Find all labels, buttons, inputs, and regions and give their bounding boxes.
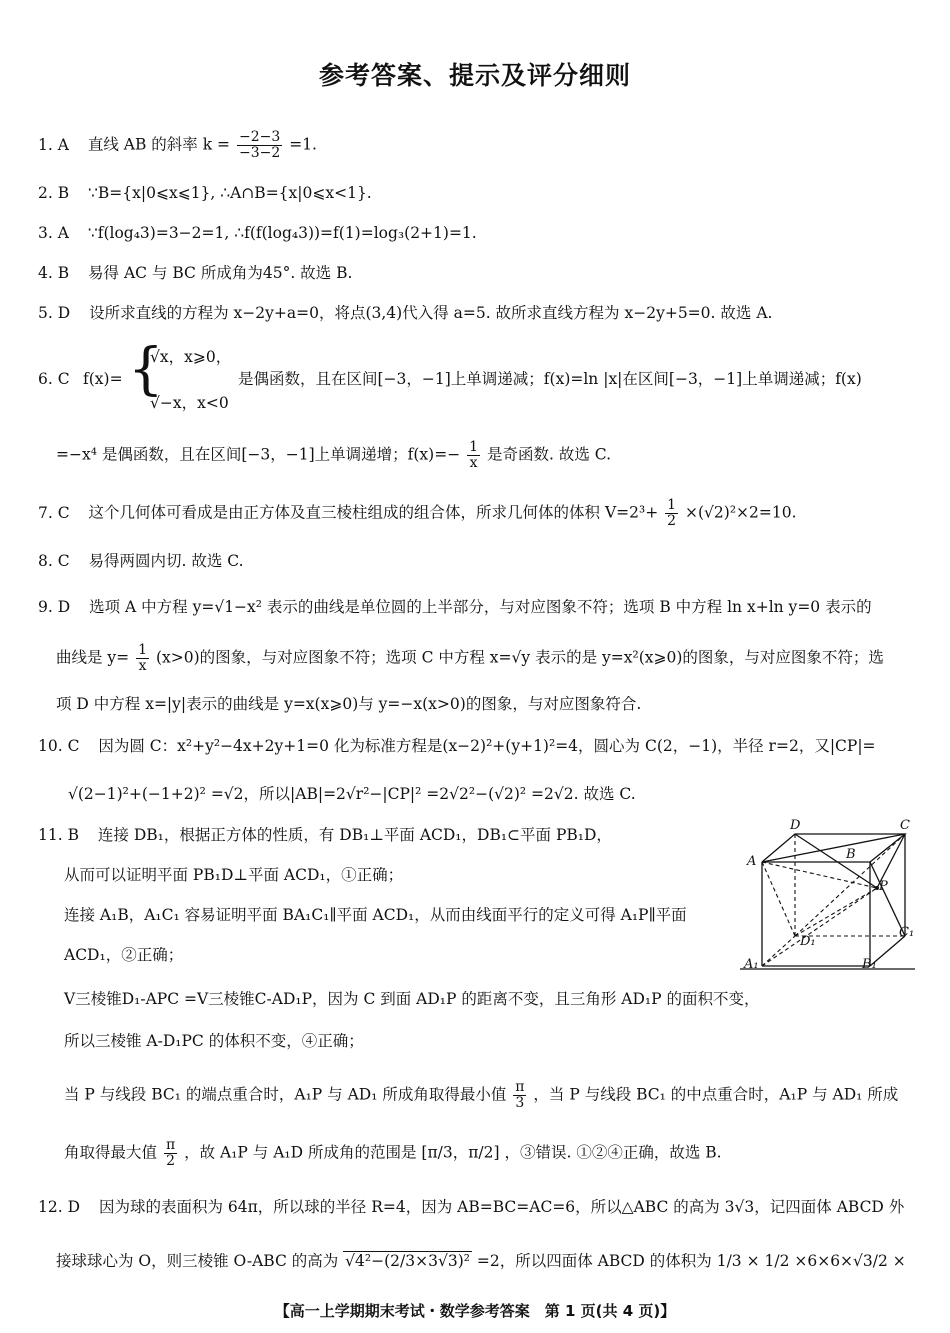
- fraction-denominator: −3−2: [238, 145, 281, 161]
- answer-11: [38, 824, 612, 846]
- answer-11-line-6: 所以三棱锥 A-D₁PC 的体积不变，④正确；: [64, 1032, 364, 1050]
- answer-text: 当 P 与线段 BC₁ 的端点重合时，A₁P 与 AD₁ 所成角取得最小值: [64, 1085, 507, 1104]
- answer-text: ，故 A₁P 与 A₁D 所成角的范围是: [184, 1143, 417, 1162]
- answer-3: [38, 222, 477, 244]
- cube-figure: [740, 818, 920, 974]
- answer-9: [38, 596, 872, 618]
- answer-9-line-2: [56, 643, 884, 674]
- page-footer: 【高一上学期期末考试・数学参考答案 第 1 页(共 4 页)】: [274, 1302, 676, 1320]
- line-A1P-hidden: [762, 888, 877, 966]
- answer-9-line-3: 项 D 中方程 x=|y|表示的曲线是 y=x(x⩾0)与 y=−x(x>0)的图象，与对应图象符合.: [56, 695, 642, 713]
- answer-11-line-4: ACD₁，②正确；: [64, 946, 184, 964]
- label-C1: C₁: [899, 925, 915, 940]
- fraction: [136, 643, 149, 674]
- interval-expression: [π/3，π/2]: [421, 1143, 500, 1162]
- answer-number: 1. A: [38, 135, 69, 154]
- piecewise-function-label: f(x)=: [83, 370, 123, 388]
- answer-6-line-2: [56, 440, 611, 471]
- answer-text: 易得两圆内切. 故选 C.: [88, 552, 244, 570]
- answer-11-line-8: [64, 1138, 722, 1169]
- answer-text: 接球球心为 O，则三棱锥 O-ABC 的高为: [56, 1252, 339, 1270]
- answer-text: 曲线是 y=: [56, 648, 130, 667]
- answer-text: 易得 AC 与 BC 所成角为45°. 故选 B.: [88, 264, 353, 282]
- answer-number: 3. A: [38, 224, 69, 242]
- page-title: 参考答案、提示及评分细则: [318, 61, 631, 90]
- label-D1: D₁: [800, 934, 816, 949]
- answer-number: 5. D: [38, 304, 71, 322]
- answer-text: ，当 P 与线段 BC₁ 的中点重合时，A₁P 与 AD₁ 所成: [533, 1085, 899, 1104]
- answer-number: 2. B: [38, 184, 70, 202]
- answer-10: [38, 735, 876, 757]
- fraction: [237, 130, 282, 161]
- fraction: [164, 1138, 177, 1169]
- answer-1: [38, 130, 317, 161]
- answer-number: 7. C: [38, 503, 70, 522]
- answer-number: 8. C: [38, 552, 70, 570]
- fraction-denominator: x: [138, 658, 147, 674]
- answer-text: 选项 A 中方程 y=√1−x² 表示的曲线是单位圆的上半部分，与对应图象不符；选项 B 中方程 ln x+ln y=0 表示的: [89, 598, 872, 616]
- answer-number: 9. D: [38, 598, 71, 616]
- answer-7: [38, 498, 797, 529]
- fraction-denominator: 2: [667, 513, 677, 529]
- answer-text: 因为圆 C：x²+y²−4x+2y+1=0 化为标准方程是(x−2)²+(y+1)²=4，圆心为 C(2，−1)，半径 r=2，又|CP|=: [98, 737, 876, 755]
- answer-6-number: 6. C: [38, 370, 70, 388]
- answer-11-line-2: 从而可以证明平面 PB₁D⊥平面 ACD₁，①正确；: [64, 866, 404, 884]
- answer-text: 因为球的表面积为 64π，所以球的半径 R=4，因为 AB=BC=AC=6，所以△ABC 的高为 3√3，记四面体 ABCD 外: [98, 1198, 905, 1216]
- label-D: D: [790, 818, 801, 833]
- piecewise-case-1: √x，x⩾0，: [150, 348, 232, 366]
- fraction-numerator: 1: [469, 439, 479, 455]
- fraction-denominator: 3: [515, 1095, 525, 1111]
- line-AC: [762, 834, 905, 862]
- fraction-numerator: π: [165, 1137, 176, 1153]
- answer-4: [38, 262, 352, 284]
- answer-text: 连接 DB₁，根据正方体的性质，有 DB₁⊥平面 ACD₁，DB₁⊂平面 PB₁D，: [97, 826, 612, 844]
- answer-11-line-3: 连接 A₁B，A₁C₁ 容易证明平面 BA₁C₁∥平面 ACD₁，从而由线面平行的定义可得 A₁P∥平面: [64, 906, 687, 924]
- fraction: [513, 1080, 526, 1111]
- line-AD1-hidden: [762, 862, 795, 936]
- answer-number: 10. C: [38, 737, 80, 755]
- line-D1P-hidden: [795, 888, 877, 936]
- answer-number: 11. B: [38, 826, 79, 844]
- line-AP-hidden: [762, 862, 877, 888]
- answer-12: [38, 1196, 904, 1218]
- answer-text: 直线 AB 的斜率 k =: [87, 135, 231, 154]
- label-B: B: [846, 847, 856, 862]
- volume-expression: 1/3 × 1/2 ×6×6×√3/2 ×: [716, 1252, 906, 1270]
- fraction-numerator: π: [515, 1079, 525, 1095]
- answer-text: 角取得最大值: [64, 1143, 158, 1162]
- answer-11-line-5: V三棱锥D₁-APC =V三棱锥C-AD₁P，因为 C 到面 AD₁P 的距离不变，且三角形 AD₁P 的面积不变，: [64, 990, 760, 1008]
- fraction-numerator: 1: [138, 642, 148, 658]
- label-C: C: [900, 818, 910, 833]
- answer-text: =−x⁴ 是偶函数，且在区间[−3，−1]上单调递增；f(x)=−: [56, 445, 461, 464]
- answer-text: (x>0)的图象，与对应图象不符；选项 C 中方程 x=√y 表示的是 y=x²(x⩾0)的图象，与对应图象不符；选: [155, 648, 884, 667]
- fraction-denominator: x: [469, 455, 478, 471]
- answer-number: 12. D: [38, 1198, 81, 1216]
- fraction-denominator: 2: [166, 1153, 176, 1169]
- answer-text: ∵f(log₄3)=3−2=1, ∴f(f(log₄3))=f(1)=log₃(2+1)=1.: [87, 224, 477, 242]
- answer-10-line-2: √(2−1)²+(−1+2)² =√2，所以|AB|=2√r²−|CP|² =2√2²−(√2)² =2√2. 故选 C.: [68, 785, 636, 803]
- answer-12-line-2: [56, 1250, 906, 1272]
- answer-text: ，③错误. ①②④正确，故选 B.: [504, 1143, 722, 1162]
- answer-tail: =1.: [289, 135, 317, 154]
- label-P: P: [879, 879, 888, 894]
- answer-11-line-7: [64, 1080, 898, 1111]
- fraction: [665, 498, 678, 529]
- answer-8: [38, 550, 244, 572]
- answer-text: 设所求直线的方程为 x−2y+a=0，将点(3,4)代入得 a=5. 故所求直线方程为 x−2y+5=0. 故选 A.: [89, 304, 773, 322]
- answer-5: [38, 302, 772, 324]
- piecewise-brace: {: [128, 337, 164, 402]
- answer-text: =2，所以四面体 ABCD 的体积为: [476, 1252, 712, 1270]
- answer-tail: ×(√2)²×2=10.: [685, 503, 797, 522]
- answer-text: ∵B={x|0⩽x⩽1}, ∴A∩B={x|0⩽x<1}.: [88, 184, 372, 202]
- label-A: A: [747, 854, 757, 869]
- radical-expression: √4²−(2/3×3√3)²: [345, 1252, 470, 1270]
- piecewise-case-2: √−x，x<0: [150, 394, 229, 412]
- fraction-numerator: 1: [667, 497, 677, 513]
- answer-number: 4. B: [38, 264, 70, 282]
- fraction: [467, 440, 480, 471]
- fraction-numerator: −2−3: [238, 129, 281, 145]
- label-B1: B₁: [862, 957, 877, 972]
- answer-text: 是奇函数. 故选 C.: [487, 445, 612, 464]
- label-A1: A₁: [744, 957, 759, 972]
- answer-2: [38, 182, 372, 204]
- answer-text: 这个几何体可看成是由正方体及直三棱柱组成的组合体，所求几何体的体积 V=2³+: [88, 503, 659, 522]
- answer-text-line: 是偶函数，且在区间[−3，−1]上单调递减；f(x)=ln |x|在区间[−3，−1]上单调递减；f(x): [238, 370, 862, 388]
- edge-A1D1-hidden: [762, 936, 795, 966]
